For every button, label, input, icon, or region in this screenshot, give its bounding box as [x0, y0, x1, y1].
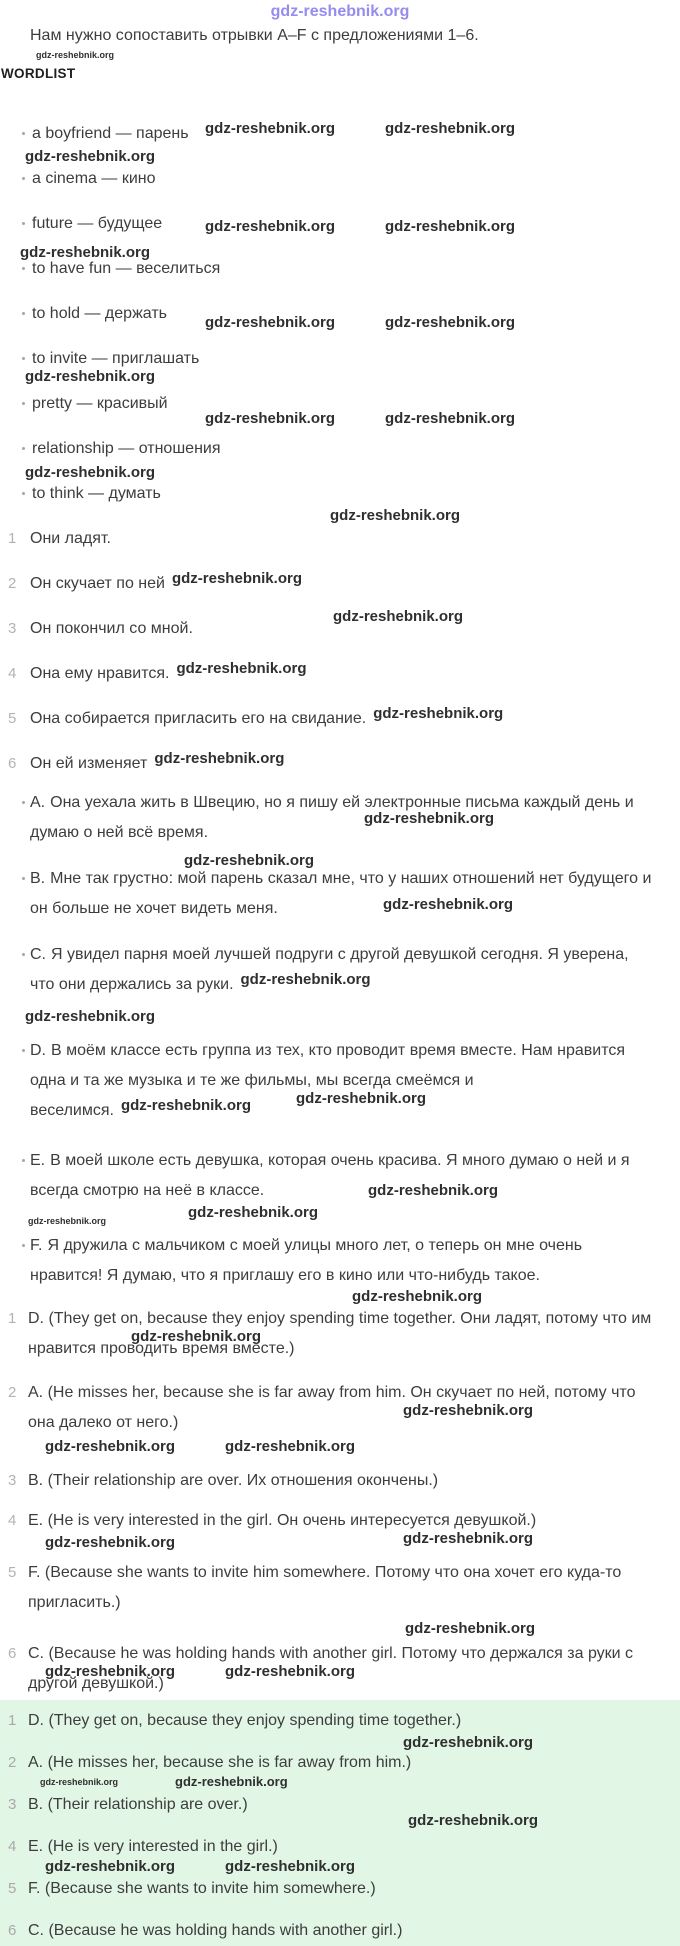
- sentence-number: 4: [8, 665, 17, 682]
- wordlist-item-text: to think — думать: [32, 485, 161, 502]
- watermark: gdz-reshebnik.org: [383, 896, 514, 913]
- watermark: gdz-reshebnik.org: [205, 314, 336, 331]
- answer-text: C. (Because he was holding hands with another girl. Потому что держался за руки с другой девушкой.): [28, 1645, 634, 1692]
- answer-number: 5: [8, 1564, 17, 1581]
- watermark: gdz-reshebnik.org: [225, 1438, 356, 1455]
- answer-text: E. (He is very interested in the girl. Он очень интересуется девушкой.): [28, 1512, 537, 1529]
- bullet-icon: [22, 132, 25, 135]
- watermark: gdz-reshebnik.org: [154, 750, 285, 767]
- answer-item: [0, 1378, 662, 1438]
- watermark: gdz-reshebnik.org: [225, 1663, 356, 1680]
- answer-item: [0, 1304, 662, 1364]
- answer-text: A. (He misses her, because she is far away from him.): [28, 1754, 412, 1771]
- watermark: gdz-reshebnik.org: [25, 148, 156, 165]
- sentence-item: [0, 660, 680, 710]
- wordlist-item-text: to hold — держать: [32, 305, 167, 322]
- watermark: gdz-reshebnik.org: [205, 218, 336, 235]
- bullet-icon: [22, 357, 25, 360]
- answer-text: D. (They get on, because they enjoy spending time together. Они ладят, потому что им нравится проводить время вместе.): [28, 1310, 652, 1357]
- passage-text: Мне так грустно: мой парень сказал мне, что у наших отношений нет будущего и он больше не хочет видеть меня.: [30, 870, 652, 917]
- bullet-icon: [22, 402, 25, 405]
- final-answer-item: [0, 1796, 680, 1838]
- bullet-icon: [22, 1049, 25, 1052]
- passage-letter: D.: [30, 1042, 46, 1059]
- sentence-text: Они ладят.: [30, 530, 111, 547]
- passage-item: [0, 1146, 652, 1206]
- watermark: gdz-reshebnik.org: [403, 1734, 534, 1751]
- passage-item: [0, 864, 652, 924]
- passage-item: [0, 940, 652, 1000]
- watermark: gdz-reshebnik.org: [408, 1812, 539, 1829]
- watermark: gdz-reshebnik.org: [40, 1777, 119, 1787]
- wordlist-item-text: a cinema — кино: [32, 170, 156, 187]
- answer-number: 4: [8, 1512, 17, 1529]
- wordlist-item-text: to have fun — веселиться: [32, 260, 221, 277]
- watermark: gdz-reshebnik.org: [175, 1774, 288, 1789]
- watermark: gdz-reshebnik.org: [171, 570, 302, 587]
- sentence-number: 1: [8, 530, 17, 547]
- sentence-number: 6: [8, 755, 17, 772]
- watermark: gdz-reshebnik.org: [184, 852, 315, 869]
- passage-letter: E.: [30, 1152, 46, 1169]
- watermark: gdz-reshebnik.org: [352, 1288, 483, 1305]
- wordlist-item-text: relationship — отношения: [32, 440, 221, 457]
- sentence-text: Он ей изменяет: [30, 755, 148, 772]
- watermark: gdz-reshebnik.org: [45, 1534, 176, 1551]
- watermark: gdz-reshebnik.org: [385, 410, 516, 427]
- bullet-icon: [22, 1244, 25, 1247]
- sentence-item: [0, 530, 680, 575]
- watermark: gdz-reshebnik.org: [333, 608, 464, 625]
- task-description: Нам нужно сопоставить отрывки A–F с предложениями 1–6.: [30, 27, 479, 44]
- watermark: gdz-reshebnik.org: [20, 244, 151, 261]
- bullet-icon: [22, 447, 25, 450]
- answer-number: 5: [8, 1880, 17, 1897]
- watermark: gdz-reshebnik.org: [368, 1182, 499, 1199]
- sentence-number: 3: [8, 620, 17, 637]
- final-answers-list: [0, 1700, 680, 1946]
- answer-number: 6: [8, 1645, 17, 1662]
- watermark: gdz-reshebnik.org: [45, 1438, 176, 1455]
- watermark: gdz-reshebnik.org: [28, 1216, 107, 1226]
- watermark: gdz-reshebnik.org: [296, 1090, 427, 1107]
- answer-item: [0, 1558, 662, 1618]
- sentence-text: Он покончил со мной.: [30, 620, 193, 637]
- watermark: gdz-reshebnik.org: [131, 1328, 262, 1345]
- watermark: gdz-reshebnik.org: [45, 1858, 176, 1875]
- bullet-icon: [22, 222, 25, 225]
- wordlist-item-text: a boyfriend — парень: [32, 125, 189, 142]
- passage-letter: F.: [30, 1237, 43, 1254]
- bullet-icon: [22, 492, 25, 495]
- answer-text: B. (Their relationship are over.): [28, 1796, 248, 1813]
- answer-number: 1: [8, 1310, 17, 1327]
- watermark: gdz-reshebnik.org: [240, 971, 371, 988]
- sentence-item: [0, 620, 680, 665]
- answer-text: A. (He misses her, because she is far away from him. Он скучает по ней, потому что она далеко от него.): [28, 1384, 636, 1431]
- passage-letter: C.: [30, 946, 46, 963]
- watermark: gdz-reshebnik.org: [120, 1097, 251, 1114]
- answer-text: F. (Because she wants to invite him somewhere.): [28, 1880, 376, 1897]
- final-answer-item: [0, 1922, 680, 1946]
- watermark: gdz-reshebnik.org: [205, 120, 336, 137]
- sentence-number: 5: [8, 710, 17, 727]
- watermark: gdz-reshebnik.org: [36, 50, 115, 60]
- answer-text: B. (Their relationship are over. Их отношения окончены.): [28, 1472, 439, 1489]
- wordlist-item: [0, 260, 680, 305]
- sentence-item: [0, 705, 680, 755]
- watermark: gdz-reshebnik.org: [385, 120, 516, 137]
- wordlist-item-text: pretty — красивый: [32, 395, 168, 412]
- watermark: gdz-reshebnik.org: [225, 1858, 356, 1875]
- watermark: gdz-reshebnik.org: [205, 410, 336, 427]
- final-answer-item: [0, 1754, 680, 1796]
- watermark: gdz-reshebnik.org: [364, 810, 495, 827]
- final-answer-item: [0, 1712, 680, 1754]
- sentence-text: Она собирается пригласить его на свидание.: [30, 710, 367, 727]
- bullet-icon: [22, 953, 25, 956]
- answer-number: 6: [8, 1922, 17, 1939]
- answer-text: F. (Because she wants to invite him somewhere. Потому что она хочет его куда-то пригласить.): [28, 1564, 622, 1611]
- answer-text: E. (He is very interested in the girl.): [28, 1838, 278, 1855]
- wordlist-item: [0, 170, 680, 215]
- watermark: gdz-reshebnik.org: [25, 464, 156, 481]
- watermark: gdz-reshebnik.org: [385, 218, 516, 235]
- bullet-icon: [22, 267, 25, 270]
- answers-list: [0, 1304, 662, 1699]
- answer-text: D. (They get on, because they enjoy spending time together.): [28, 1712, 462, 1729]
- watermark: gdz-reshebnik.org: [403, 1530, 534, 1547]
- answer-item: [0, 1506, 662, 1536]
- passage-item: [0, 788, 652, 848]
- site-header: [0, 3, 680, 21]
- answer-number: 2: [8, 1384, 17, 1401]
- passage-text: Я увидел парня моей лучшей подруги с другой девушкой сегодня. Я уверена, что они держались за руки.: [30, 946, 629, 993]
- passage-text: В моей школе есть девушка, которая очень красива. Я много думаю о ней и я всегда смотрю на неё в классе.: [30, 1152, 630, 1199]
- final-answer-item: [0, 1880, 680, 1922]
- wordlist-title: WORDLIST: [1, 66, 76, 81]
- passage-letter: A.: [30, 794, 46, 811]
- answer-number: 3: [8, 1472, 17, 1489]
- watermark: gdz-reshebnik.org: [373, 705, 504, 722]
- answer-number: 3: [8, 1796, 17, 1813]
- watermark: gdz-reshebnik.org: [405, 1620, 536, 1637]
- watermark: gdz-reshebnik.org: [188, 1204, 319, 1221]
- sentence-text: Она ему нравится.: [30, 665, 170, 682]
- watermark: gdz-reshebnik.org: [403, 1402, 534, 1419]
- watermark: gdz-reshebnik.org: [176, 660, 307, 677]
- sentences-list: [0, 530, 680, 800]
- answer-number: 2: [8, 1754, 17, 1771]
- sentence-number: 2: [8, 575, 17, 592]
- bullet-icon: [22, 177, 25, 180]
- final-answers-highlight: [0, 1700, 680, 1946]
- bullet-icon: [22, 312, 25, 315]
- wordlist-item: [0, 305, 680, 350]
- wordlist-item-text: to invite — приглашать: [32, 350, 200, 367]
- bullet-icon: [22, 1159, 25, 1162]
- passage-text: Я дружила с мальчиком с моей улицы много лет, о теперь он мне очень нравится! Я думаю, что я приглашу его в кино или что-нибудь такое.: [30, 1237, 583, 1284]
- watermark: gdz-reshebnik.org: [330, 507, 461, 524]
- watermark: gdz-reshebnik.org: [25, 1008, 156, 1025]
- bullet-icon: [22, 801, 25, 804]
- wordlist-item: [0, 395, 680, 440]
- sentence-text: Он скучает по ней: [30, 575, 165, 592]
- wordlist-item-text: future — будущее: [32, 215, 163, 232]
- answer-text: C. (Because he was holding hands with another girl.): [28, 1922, 403, 1939]
- answer-number: 4: [8, 1838, 17, 1855]
- watermark: gdz-reshebnik.org: [385, 314, 516, 331]
- site-title: gdz-reshebnik.org: [270, 3, 410, 20]
- passage-item: [0, 1036, 652, 1126]
- watermark: gdz-reshebnik.org: [25, 368, 156, 385]
- passage-text: Она уехала жить в Швецию, но я пишу ей электронные письма каждый день и думаю о ней всё время.: [30, 794, 634, 841]
- watermark: gdz-reshebnik.org: [45, 1663, 176, 1680]
- answer-item: [0, 1466, 662, 1496]
- answer-number: 1: [8, 1712, 17, 1729]
- passage-text: В моём классе есть группа из тех, кто проводит время вместе. Нам нравится одна и та же музыка и те же фильмы, мы всегда смеёмся и веселимся.: [30, 1042, 626, 1119]
- bullet-icon: [22, 877, 25, 880]
- passage-letter: B.: [30, 870, 46, 887]
- passage-item: [0, 1231, 652, 1291]
